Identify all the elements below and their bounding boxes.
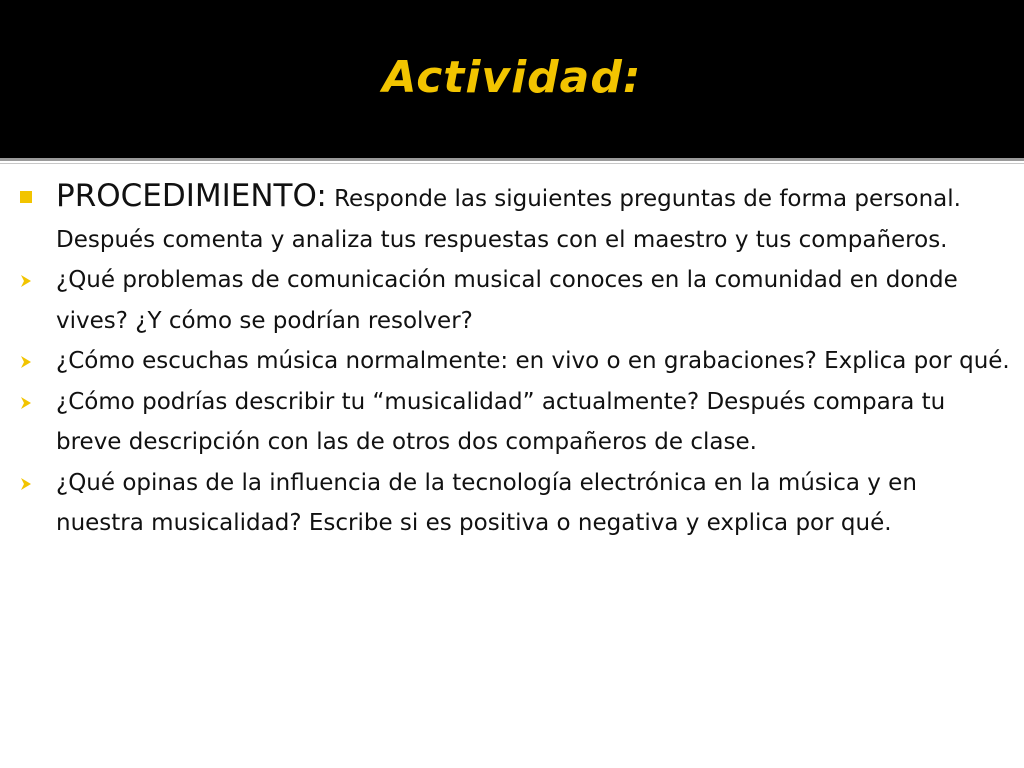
slide-body xyxy=(0,176,1024,544)
question-item-4 xyxy=(0,463,1024,544)
arrowhead-bullet-icon xyxy=(19,477,33,491)
square-bullet-icon xyxy=(20,191,32,203)
title-band xyxy=(0,0,1024,158)
title-divider-thin xyxy=(0,163,1024,164)
arrowhead-bullet-icon xyxy=(19,396,33,410)
question-text: ¿Qué problemas de comunicación musical conoces en la comunidad en donde vives? ¿Y cómo se podrían resolver? xyxy=(56,267,958,334)
question-text: ¿Cómo podrías describir tu “musicalidad” actualmente? Después compara tu breve descripción con las de otros dos compañeros de clase. xyxy=(56,388,946,455)
question-item-3 xyxy=(0,382,1024,463)
arrowhead-bullet-icon xyxy=(19,355,33,369)
procedure-lead: PROCEDIMIENTO: xyxy=(56,178,327,214)
arrowhead-bullet-icon xyxy=(19,274,33,288)
question-text: ¿Cómo escuchas música normalmente: en vivo o en grabaciones? Explica por qué. xyxy=(56,348,1010,374)
question-item-2 xyxy=(0,341,1024,382)
procedure-item xyxy=(0,176,1024,260)
slide-title: Actividad: xyxy=(382,52,642,103)
procedure-text: Responde las siguientes preguntas de forma personal. Después comenta y analiza tus respuestas con el maestro y tus compañeros. xyxy=(56,186,961,253)
question-text: ¿Qué opinas de la influencia de la tecnología electrónica en la música y en nuestra musicalidad? Escribe si es positiva o negativa y explica por qué. xyxy=(56,469,917,536)
title-divider-thick xyxy=(0,158,1024,161)
question-item-1 xyxy=(0,260,1024,341)
